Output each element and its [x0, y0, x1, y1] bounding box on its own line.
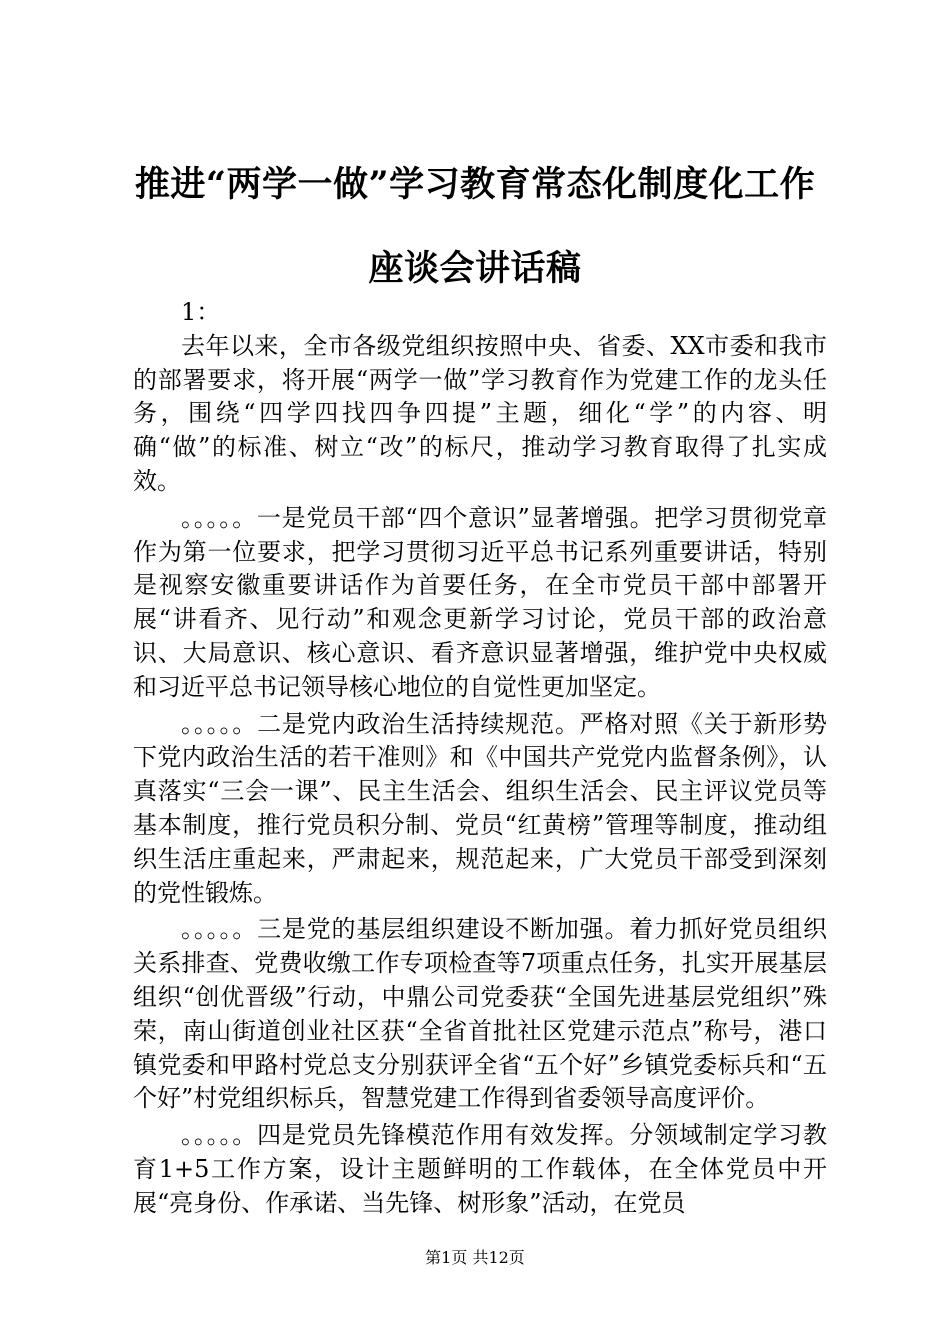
paragraph-point-3: 。。。。。三是党的基层组织建设不断加强。着力抓好党员组织关系排查、党费收缴工作专项检查等7项重点任务，扎实开展基层组织“创优晋级”行动，中鼎公司党委获“全国先进基层党组织”殊荣，南山街道创业社区获“全省首批社区党建示范点”称号，港口镇党委和甲路村党总支分别获评全省“五个好”乡镇党委标兵和“五个好”村党组织标兵，智慧党建工作得到省委领导高度评价。 — [133, 915, 827, 1113]
page-footer: 第1页 共12页 — [425, 1248, 525, 1267]
paragraph-point-1: 。。。。。一是党员干部“四个意识”显著增强。把学习贯彻党章作为第一位要求，把学习贯彻习近平总书记系列重要讲话，特别是视察安徽重要讲话作为首要任务，在全市党员干部中部署开展“讲看齐、见行动”和观念更新学习讨论，党员干部的政治意识、大局意识、核心意识、看齐意识显著增强，维护党中央权威和习近平总书记领导核心地位的自觉性更加坚定。 — [133, 503, 827, 701]
document-title-line-2: 座谈会讲话稿 — [368, 248, 582, 289]
paragraph-point-4: 。。。。。四是党员先锋模范作用有效发挥。分领域制定学习教育1+5工作方案，设计主题鲜明的工作载体，在全体党员中开展“亮身份、作承诺、当先锋、树形象”活动，在党员 — [133, 1121, 827, 1217]
paragraph-point-2: 。。。。。二是党内政治生活持续规范。严格对照《关于新形势下党内政治生活的若干准则》和《中国共产党党内监督条例》，认真落实“三会一课”、民主生活会、组织生活会、民主评议党员等基本制度，推行党员积分制、党员“红黄榜”管理等制度，推动组织生活庄重起来，严肃起来，规范起来，广大党员干部受到深刻的党性锻炼。 — [133, 709, 827, 907]
document-title-line-1: 推进“两学一做”学习教育常态化制度化工作 — [134, 164, 816, 205]
document-body — [133, 296, 827, 1224]
paragraph-intro: 去年以来，全市各级党组织按照中央、省委、XX市委和我市的部署要求，将开展“两学一做”学习教育作为党建工作的龙头任务，围绕“四学四找四争四提”主题，细化“学”的内容、明确“做”的标准、树立“改”的标尺，推动学习教育取得了扎实成效。 — [133, 331, 827, 495]
section-marker: 1： — [181, 298, 221, 326]
